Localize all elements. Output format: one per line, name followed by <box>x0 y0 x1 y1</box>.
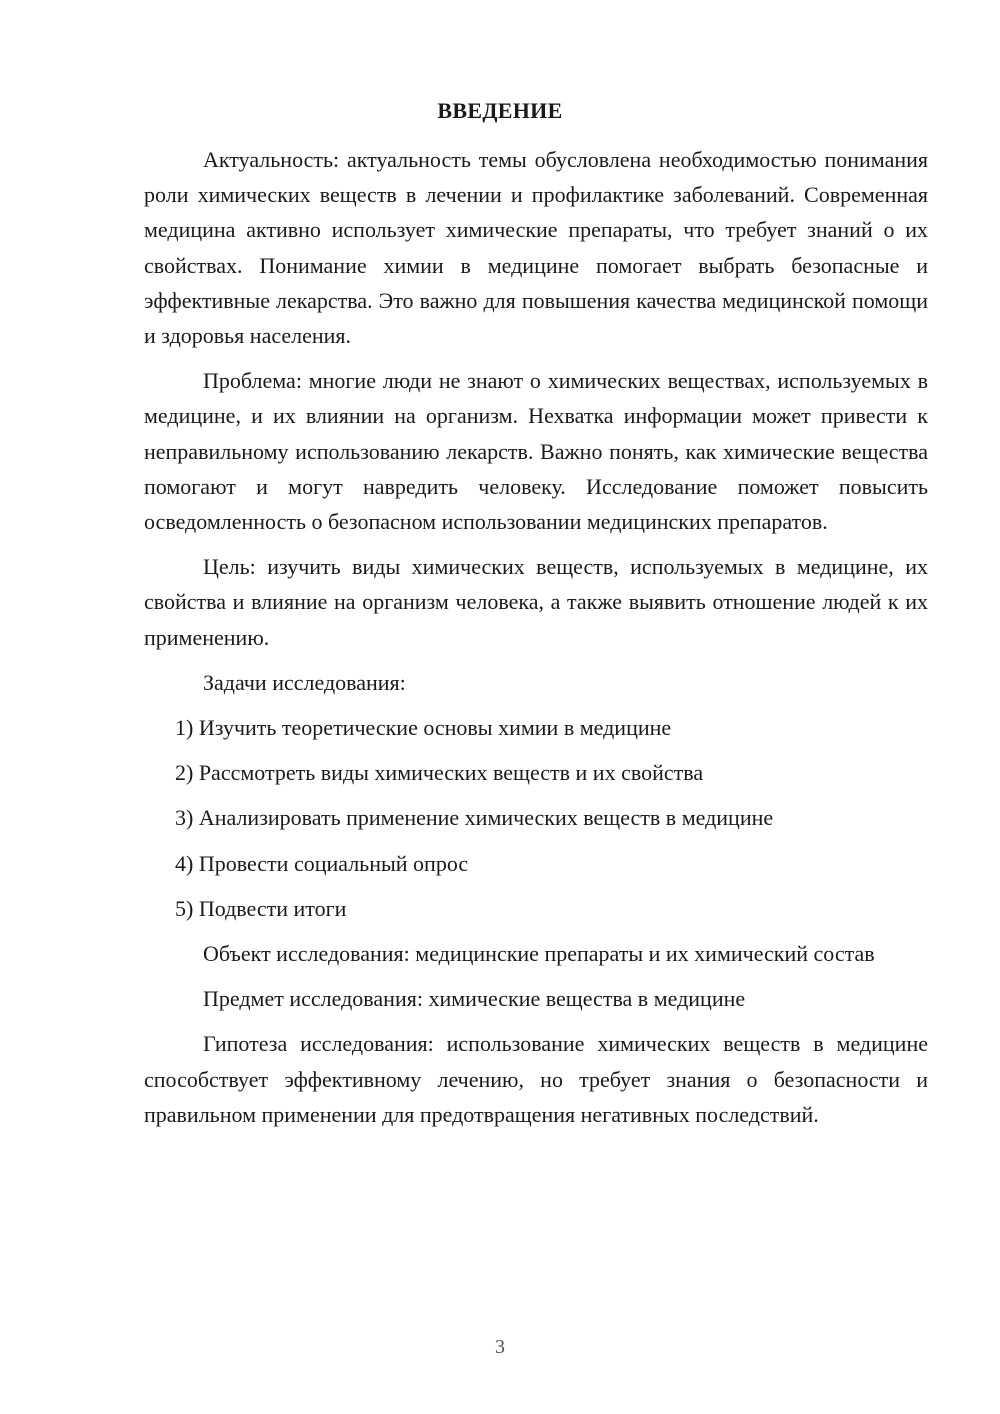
document-body <box>144 142 928 1142</box>
tasks-heading: Задачи исследования: <box>203 669 406 695</box>
subject-paragraph: Предмет исследования: химические вещества в медицине <box>203 986 746 1012</box>
page-title: ВВЕДЕНИЕ <box>437 98 563 123</box>
task-item: 1) Изучить теоретические основы химии в медицине <box>175 715 672 741</box>
task-item: 5) Подвести итоги <box>175 895 347 921</box>
task-item: 3) Анализировать применение химических веществ в медицине <box>175 805 774 831</box>
problem-paragraph: Проблема: многие люди не знают о химических веществах, используемых в медицине, и их влиянии на организм. Нехватка информации может привести к неправильному использованию лекарств. Важно понять, как химические вещества помогают и могут навредить человеку. Исследование поможет повысить осведомленность о безопасном использовании медицинских препаратов. <box>144 368 928 535</box>
goal-paragraph: Цель: изучить виды химических веществ, используемых в медицине, их свойства и влияние на организм человека, а также выявить отношение людей к их применению. <box>144 554 928 650</box>
relevance-paragraph: Актуальность: актуальность темы обусловлена необходимостью понимания роли химических веществ в лечении и профилактике заболеваний. Современная медицина активно использует химические препараты, что требует знаний о их свойствах. Понимание химии в медицине помогает выбрать безопасные и эффективные лекарства. Это важно для повышения качества медицинской помощи и здоровья населения. <box>144 147 928 349</box>
task-item: 2) Рассмотреть виды химических веществ и их свойства <box>175 760 704 786</box>
hypothesis-paragraph: Гипотеза исследования: использование химических веществ в медицине способствует эффективному лечению, но требует знания о безопасности и правильном применении для предотвращения негативных последствий. <box>144 1031 928 1127</box>
task-item: 4) Провести социальный опрос <box>175 850 469 876</box>
object-paragraph: Объект исследования: медицинские препараты и их химический состав <box>203 941 875 967</box>
page-number: 3 <box>495 1336 505 1358</box>
